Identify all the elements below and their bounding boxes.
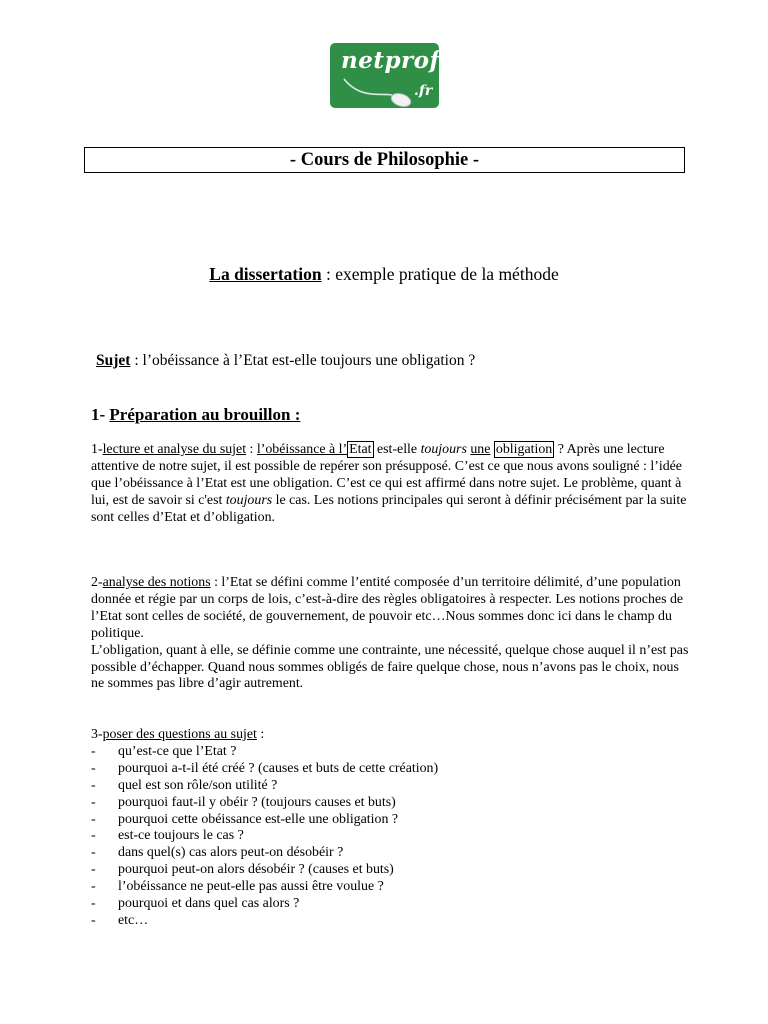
question-text: pourquoi faut-il y obéir ? (toujours causes et buts) <box>118 794 396 810</box>
bullet-dash: - <box>91 912 96 928</box>
p1-colon: : <box>246 442 257 457</box>
paragraph-1 <box>91 442 691 527</box>
question-text: quel est son rôle/son utilité ? <box>118 777 278 793</box>
bullet-dash: - <box>91 828 96 844</box>
p2-line-1 <box>91 575 691 643</box>
bullet-dash: - <box>91 743 96 759</box>
heading-bold: La dissertation <box>209 264 322 284</box>
p1-text: ? Après une lecture attentive de notre sujet, il est possible de repérer son présupposé. C’est ce que nous avons souligné : l’idée que l’obéissance à l’Etat est une obligation. C’est ce qui est affirmé dans notre sujet. Le problème, quant à lui, est de savoir si c'est <box>91 442 682 508</box>
list-item <box>91 828 691 845</box>
question-text: pourquoi peut-on alors désobéir ? (causes et buts) <box>118 862 394 878</box>
heading-rest: : exemple pratique de la méthode <box>321 264 559 284</box>
page-heading <box>0 263 768 285</box>
bullet-dash: - <box>91 777 96 793</box>
bullet-dash: - <box>91 845 96 861</box>
bullet-dash: - <box>91 794 96 810</box>
list-item <box>91 761 691 778</box>
sujet-label: Sujet <box>96 352 131 369</box>
paragraph-2 <box>91 575 691 693</box>
question-text: est-ce toujours le cas ? <box>118 828 244 844</box>
p1-text: le cas. Les notions principales qui seront à définir précisément par la suite sont celles d’Etat et d’obligation. <box>91 492 687 525</box>
list-item <box>91 812 691 829</box>
question-list <box>91 744 691 930</box>
bullet-dash: - <box>91 896 96 912</box>
logo-suffix: .fr <box>414 83 433 99</box>
list-item <box>91 744 691 761</box>
p1-underlined: l’obéissance à l’ <box>256 442 348 457</box>
p3-num: 3- <box>91 727 103 742</box>
p2-label: analyse des notions <box>102 575 211 590</box>
p1-italic: toujours <box>225 492 273 508</box>
p2-text: : l’Etat se défini comme l’entité composée d’un territoire délimité, d’une population donnée et régie par un corps de lois, c’est-à-dire des règles obligatoires à respecter. Les notions proches de l’Etat sont celles de société, de gouvernement, de pouvoir etc…Nous sommes donc ici dans le champ du politique. <box>91 575 684 641</box>
p1-num: 1- <box>91 442 103 457</box>
section-1-heading <box>91 404 300 426</box>
question-text: pourquoi et dans quel cas alors ? <box>118 896 300 912</box>
list-item <box>91 879 691 896</box>
sujet-text: : l’obéissance à l’Etat est-elle toujours une obligation ? <box>130 352 476 369</box>
p3-colon: : <box>256 727 265 742</box>
list-item <box>91 896 691 913</box>
p2-line-2: L’obligation, quant à elle, se définie comme une contrainte, une nécessité, quelque chose auquel il n’est pas possible d’échapper. Quand nous sommes obligés de faire quelque chose, nous n’avons pas le choix, nous ne sommes pas libre d’agir autrement. <box>91 642 689 692</box>
question-text: l’obéissance ne peut-elle pas aussi être voulue ? <box>118 879 384 895</box>
question-text: qu’est-ce que l’Etat ? <box>118 743 237 759</box>
p1-boxed-etat: Etat <box>349 442 372 457</box>
paragraph-3 <box>91 727 691 930</box>
p1-underlined: une <box>470 442 491 457</box>
list-item <box>91 845 691 862</box>
p3-label: poser des questions au sujet <box>102 727 257 742</box>
netprof-logo <box>330 43 439 108</box>
p1-italic: toujours <box>420 442 467 457</box>
list-item <box>91 913 691 930</box>
p3-heading <box>91 727 691 744</box>
section-1-title: Préparation au brouillon : <box>109 405 301 424</box>
bullet-dash: - <box>91 862 96 878</box>
bullet-dash: - <box>91 760 96 776</box>
p1-boxed-obligation: obligation <box>495 442 553 457</box>
p1-text: est-elle <box>373 442 421 457</box>
sujet-line <box>96 351 475 371</box>
logo-text: netprof <box>341 47 440 74</box>
question-text: etc… <box>118 912 149 928</box>
course-title: - Cours de Philosophie - <box>84 147 685 173</box>
list-item <box>91 862 691 879</box>
question-text: pourquoi a-t-il été créé ? (causes et buts de cette création) <box>118 760 439 776</box>
p1-label: lecture et analyse du sujet <box>102 442 247 457</box>
bullet-dash: - <box>91 811 96 827</box>
list-item <box>91 795 691 812</box>
bullet-dash: - <box>91 879 96 895</box>
p2-num: 2- <box>91 575 103 590</box>
list-item <box>91 778 691 795</box>
section-1-number: 1- <box>91 405 106 424</box>
question-text: dans quel(s) cas alors peut-on désobéir ? <box>118 845 344 861</box>
question-text: pourquoi cette obéissance est-elle une obligation ? <box>118 811 399 827</box>
